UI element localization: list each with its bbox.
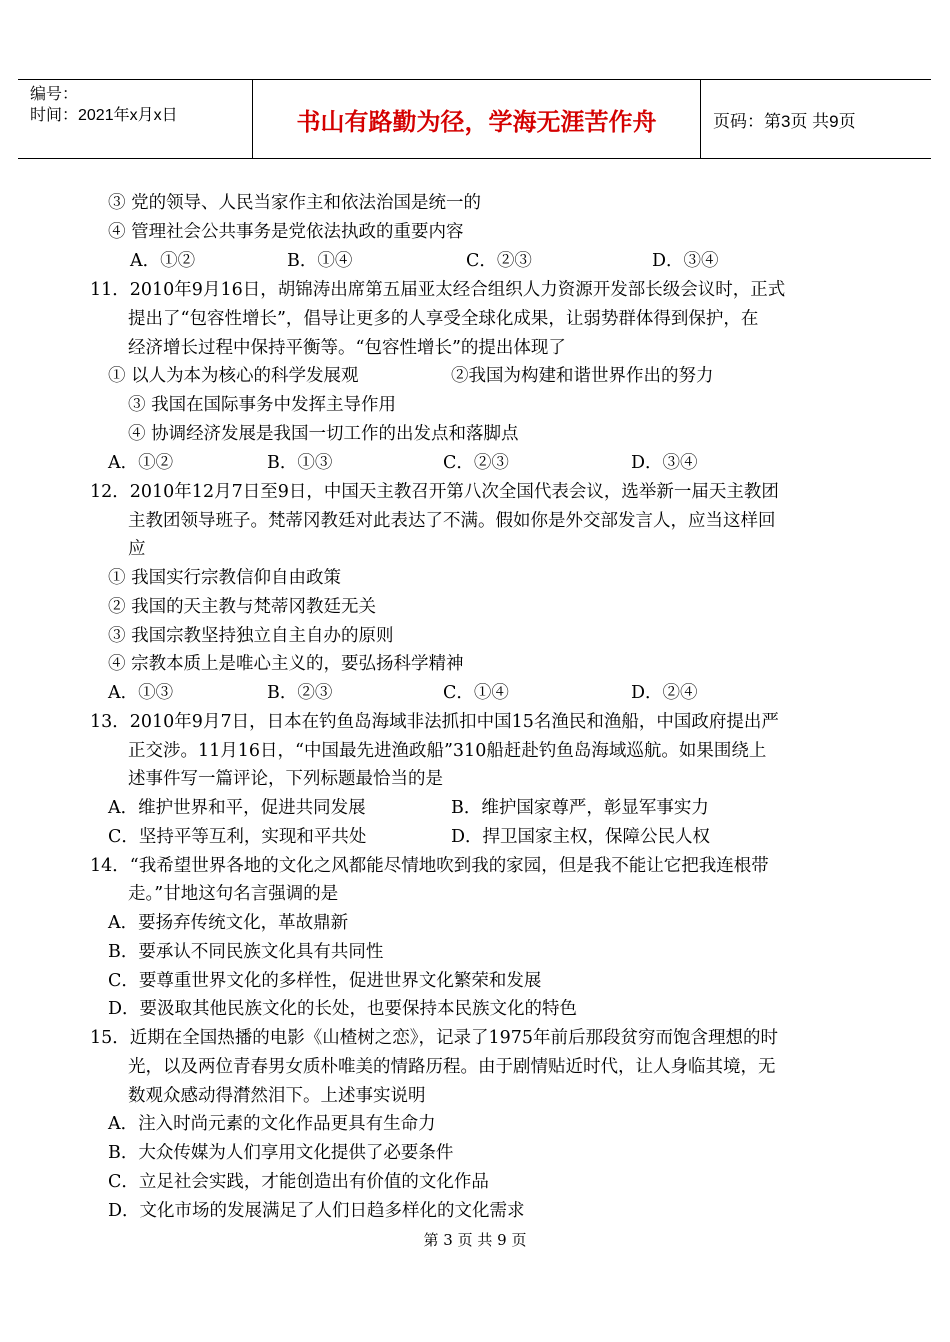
answer-option: D．③④: [652, 251, 719, 271]
question-text: 正交涉。11月16日，“中国最先进渔政船”310船赶赴钓鱼岛海域巡航。如果围绕上: [128, 741, 767, 761]
statement-line: ③ 我国宗教坚持独立自主自办的原则: [108, 626, 394, 646]
question-text: 数观众感动得潸然泪下。上述事实说明: [128, 1086, 426, 1106]
question-text: 13．2010年9月7日，日本在钓鱼岛海域非法抓扣中国15名渔民和渔船，中国政府提出严: [90, 712, 779, 732]
question-text: 主教团领导班子。梵蒂冈教廷对此表达了不满。假如你是外交部发言人，应当这样回: [128, 511, 776, 531]
answer-option: A．要扬弃传统文化，革故鼎新: [108, 913, 349, 933]
answer-option: C．立足社会实践，才能创造出有价值的文化作品: [108, 1172, 489, 1192]
question-text: 应: [128, 539, 146, 559]
answer-option: D．捍卫国家主权，保障公民人权: [451, 827, 711, 847]
question-text: 走。”甘地这句名言强调的是: [128, 884, 339, 904]
question-text: 11．2010年9月16日，胡锦涛出席第五届亚太经合组织人力资源开发部长级会议时，正式: [90, 280, 786, 300]
statement-line: ② 我国的天主教与梵蒂冈教廷无关: [108, 597, 377, 617]
statement-line: ④ 协调经济发展是我国一切工作的出发点和落脚点: [128, 424, 519, 444]
question-text: 述事件写一篇评论，下列标题最恰当的是: [128, 769, 443, 789]
statement-line: ① 我国实行宗教信仰自由政策: [108, 568, 342, 588]
answer-option: B．①③: [267, 453, 333, 473]
answer-option: D．②④: [631, 683, 698, 703]
header-meta: [18, 80, 252, 158]
page-header: [18, 79, 931, 159]
answer-option: A．①③: [108, 683, 174, 703]
answer-option: C．要尊重世界文化的多样性，促进世界文化繁荣和发展: [108, 971, 542, 991]
answer-option: A．①②: [108, 453, 174, 473]
statement-line: ③ 党的领导、人民当家作主和依法治国是统一的: [108, 193, 482, 213]
answer-option: D．要汲取其他民族文化的长处，也要保持本民族文化的特色: [108, 999, 578, 1019]
answer-option: C．②③: [466, 251, 532, 271]
statement-line: ③ 我国在国际事务中发挥主导作用: [128, 395, 397, 415]
statement-line: ④ 管理社会公共事务是党依法执政的重要内容: [108, 222, 464, 242]
statement-line: ②我国为构建和谐世界作出的努力: [451, 366, 714, 386]
question-text: 14．“我希望世界各地的文化之风都能尽情地吹到我的家园，但是我不能让它把我连根带: [90, 856, 769, 876]
answer-option: C．①④: [443, 683, 509, 703]
question-text: 15．近期在全国热播的电影《山楂树之恋》，记录了1975年前后那段贫穷而饱含理想的时: [90, 1028, 779, 1048]
answer-option: D．③④: [631, 453, 698, 473]
answer-option: A．①②: [130, 251, 196, 271]
header-motto: 书山有路勤为径，学海无涯苦作舟: [252, 80, 701, 158]
question-text: 经济增长过程中保持平衡等。“包容性增长”的提出体现了: [128, 338, 566, 358]
answer-option: A．注入时尚元素的文化作品更具有生命力: [108, 1114, 436, 1134]
date-label: 时间：2021年x月x日: [30, 107, 178, 124]
answer-option: B．②③: [267, 683, 333, 703]
question-text: 提出了“包容性增长”，倡导让更多的人享受全球化成果，让弱势群体得到保护，在: [128, 309, 759, 329]
answer-option: B．要承认不同民族文化具有共同性: [108, 942, 384, 962]
header-page-number: 页码：第3页 共9页: [713, 111, 856, 131]
page-footer: 第 3 页 共 9 页: [423, 1231, 527, 1249]
answer-option: B．大众传媒为人们享用文化提供了必要条件: [108, 1143, 454, 1163]
serial-number-label: 编号：: [30, 86, 79, 103]
question-text: 光，以及两位青春男女质朴唯美的情路历程。由于剧情贴近时代，让人身临其境，无: [128, 1057, 776, 1077]
answer-option: B．维护国家尊严，彰显军事实力: [451, 798, 709, 818]
answer-option: A．维护世界和平，促进共同发展: [108, 798, 366, 818]
answer-option: C．坚持平等互利，实现和平共处: [108, 827, 367, 847]
statement-line: ① 以人为本为核心的科学发展观: [108, 366, 359, 386]
answer-option: C．②③: [443, 453, 509, 473]
answer-option: B．①④: [287, 251, 353, 271]
statement-line: ④ 宗教本质上是唯心主义的，要弘扬科学精神: [108, 654, 464, 674]
question-text: 12．2010年12月7日至9日，中国天主教召开第八次全国代表会议，选举新一届天主教团: [90, 482, 779, 502]
answer-option: D．文化市场的发展满足了人们日趋多样化的文化需求: [108, 1201, 525, 1221]
